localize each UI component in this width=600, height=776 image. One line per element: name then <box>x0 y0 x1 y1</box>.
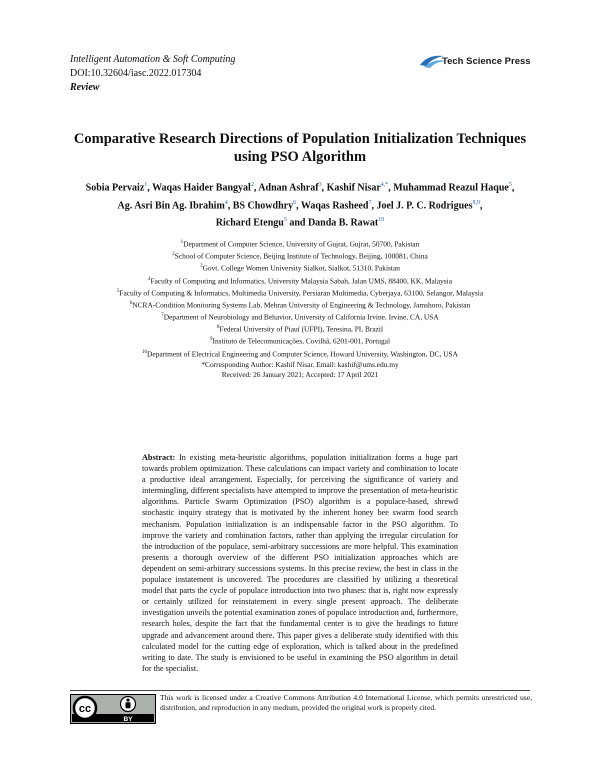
affiliation-line: $^3$Govt. College Women University Sialkot, Sialkot, 51310, Pakistan <box>200 263 400 273</box>
affiliation-line: $^7$Department of Neurobiology and Behavior, University of California Irvine, Irvine, CA, USA <box>161 312 439 322</box>
affiliation-line: $^6$NCRA-Condition Monitoring Systems Lab, Mehran University of Engineering & Technology, Jamshoro, Pakistan <box>129 300 471 310</box>
corresponding-author: *Corresponding Author: Kashif Nisar. Email: kashif@ums.edu.my <box>201 359 399 369</box>
author-name: Adnan Ashraf <box>258 182 319 194</box>
footer-divider <box>70 690 530 691</box>
cc-by-icon <box>70 694 156 724</box>
paper-title: Comparative Research Directions of Population Initialization Techniques using PSO Algorithm <box>73 131 527 165</box>
abstract-text: In existing meta-heuristic algorithms, population initialization forms a huge part towards problem optimization. These calculations can impact variety and combination to locate a productive ideal arrangement. Especially, for perceiving the significance of variety and intermingling, different specialists have attempted to improve the presentation of meta-heuristic algorithms. Particle Swarm Optimization (PSO) algorithm is a populace-based, shrewd stochastic inquiry strategy that is motivated by the inherent honey bee swarm food search mechanism. Population initialization is an indispensable factor in the PSO algorithm. To improve the variety and combination factors, rather than applying the irregular circulation for the introduction of the populace, semi-arbitrary successions are more helpful. This examination presents a thorough overview of the different PSO initialization approaches which are dependent on semi-arbitrary successions systems. In this precise review, the best in class in the populace instatement is uncovered. The procedures are classified by utilizing a theoretical model that parts the cycle of populace introduction into two phases: that is, right now expressly or certainly utilized for reinstatement in every single present approach. The deliberate investigation unveils the potential examination zones of populace introduction and, furthermore, research holes, despite the fact that the fundamental center is to give the headings to future upgrade and advancement around there. This paper gives a deliberate study identified with this calculated model for the cutting edge of exploration, which is talked about in the predefined writing to date. The study is envisioned to be useful in examining the PSO algorithm in detail for the specialist. <box>142 453 458 673</box>
author-name: Joel J. P. C. Rodrigues <box>376 200 473 212</box>
affiliation-line: $^2$School of Computer Science, Beijing Institute of Technology, Beijing, 100081, China <box>172 251 428 261</box>
author-name: Danda B. Rawat <box>307 217 379 229</box>
publisher-logo-text: Tech Science Press <box>442 56 530 67</box>
author-name: BS Chowdhry <box>232 200 294 212</box>
received-accepted-dates: Received: 26 January 2021; Accepted: 17 April 2021 <box>221 370 379 380</box>
article-type: Review <box>70 82 100 93</box>
doi[interactable]: DOI:10.32604/iasc.2022.017304 <box>70 68 202 79</box>
author-affiliation-mark[interactable]: 4 <box>224 199 228 206</box>
author-name: Waqas Rasheed <box>300 200 369 212</box>
author-affiliation-mark[interactable]: 5 <box>508 182 512 188</box>
cc-by-badge[interactable] <box>70 694 156 724</box>
author-affiliation-mark[interactable]: 3 <box>318 182 322 188</box>
license-text: This work is licensed under a Creative Commons Attribution 4.0 International License, which permits unrestricted use, distribution, and reproduction in any medium, provided the original work is properly cited. <box>160 693 532 713</box>
author-name: Ag. Asri Bin Ag. Ibrahim <box>117 200 225 212</box>
author-affiliation-mark[interactable]: 1 <box>144 182 148 188</box>
cc-by-label: BY <box>123 716 133 723</box>
author-affiliation-mark[interactable]: 10 <box>378 217 385 224</box>
affiliation-line: $^{10}$Department of Electrical Engineering and Computer Science, Howard University, Washington, DC, USA <box>142 349 458 359</box>
tsp-logo-icon <box>418 52 530 68</box>
abstract <box>142 452 458 674</box>
affiliation-line: $^8$Federal University of Piauí (UFPI), Teresina, PI, Brazil <box>216 324 384 334</box>
author-affiliation-mark[interactable]: 2 <box>250 182 254 188</box>
author-name: Sobia Pervaiz <box>85 182 145 194</box>
abstract-label: Abstract: <box>142 453 176 462</box>
affiliation-line: $^5$Faculty of Computing & Informatics, Multimedia University, Persiaran Multimedia, Cyberjaya, 63100, Selangor, Malaysia <box>116 288 484 298</box>
author-affiliation-mark[interactable]: 7 <box>368 199 372 206</box>
author-list: Sobia Pervaiz$^1$, Waqas Haider Bangyal$^2$, Adnan Ashraf$^3$, Kashif Nisar$^{4,*}$, Muhammad Reazul Haque$^5$, Ag. Asri Bin Ag. Ibrahim$^4$, BS Chowdhry$^6$, Waqas Rasheed$^7$, Joel J. P. C. Rodrigues$^{8,9}$, Richard Etengu$^5$ and Danda B. Rawat$^{10}$ <box>85 182 515 229</box>
author-affiliation-mark[interactable]: 8,9 <box>472 199 480 206</box>
author-affiliation-mark[interactable]: 5 <box>283 217 287 224</box>
author-name: Richard Etengu <box>215 217 284 229</box>
journal-name: Intelligent Automation & Soft Computing <box>70 54 236 65</box>
author-name: Kashif Nisar <box>326 182 381 194</box>
publisher-logo <box>418 52 530 68</box>
svg-text:cc: cc <box>78 703 92 715</box>
affiliations <box>40 238 560 381</box>
author-name: Waqas Haider Bangyal <box>152 182 251 194</box>
author-affiliation-mark[interactable]: 4,* <box>380 182 389 188</box>
author-affiliation-mark[interactable]: 6 <box>293 199 297 206</box>
author-name: Muhammad Reazul Haque <box>393 182 509 194</box>
affiliation-line: $^9$Instituto de Telecomunicações, Covilhã, 6201-001, Portugal <box>209 336 390 346</box>
affiliation-line: $^1$Department of Computer Science, University of Gujrat, Gujrat, 50700, Pakistan <box>180 239 420 249</box>
affiliation-line: $^4$Faculty of Computing and Informatics, University Malaysia Sabah, Jalan UMS, 88400, KK, Malaysia <box>147 275 453 285</box>
